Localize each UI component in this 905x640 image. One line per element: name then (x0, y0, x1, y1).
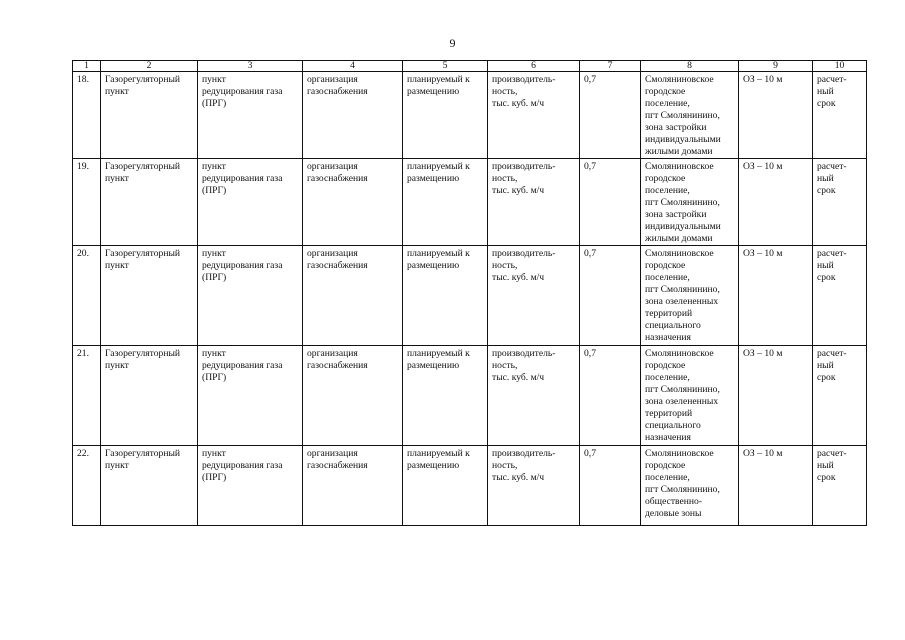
facility-status: планируемый к размещению (403, 72, 488, 159)
facility-term: расчет- ный срок (813, 446, 867, 526)
row-number: 20. (73, 246, 101, 346)
facility-name: Газорегуляторный пункт (101, 346, 198, 446)
facility-location: Смоляниновское городское поселение, пгт Смолянинино, общественно- деловые зоны (641, 446, 739, 526)
row-number: 21. (73, 346, 101, 446)
column-header: 1 (73, 61, 101, 72)
facility-zone: ОЗ – 10 м (739, 446, 813, 526)
facility-location: Смоляниновское городское поселение, пгт Смолянинино, зона озелененных территорий специального назначения (641, 246, 739, 346)
facility-organization: организация газоснабжения (303, 159, 403, 246)
facility-name: Газорегуляторный пункт (101, 246, 198, 346)
facility-name: Газорегуляторный пункт (101, 159, 198, 246)
row-number: 19. (73, 159, 101, 246)
facility-parameter: производитель- ность, тыс. куб. м/ч (488, 72, 580, 159)
facility-location: Смоляниновское городское поселение, пгт Смолянинино, зона застройки индивидуальными жилыми домами (641, 159, 739, 246)
column-header: 2 (101, 61, 198, 72)
column-header: 7 (580, 61, 641, 72)
facility-location: Смоляниновское городское поселение, пгт Смолянинино, зона застройки индивидуальными жилыми домами (641, 72, 739, 159)
facility-zone: ОЗ – 10 м (739, 159, 813, 246)
facility-term: расчет- ный срок (813, 159, 867, 246)
column-header: 4 (303, 61, 403, 72)
facility-term: расчет- ный срок (813, 346, 867, 446)
facility-organization: организация газоснабжения (303, 346, 403, 446)
facility-zone: ОЗ – 10 м (739, 346, 813, 446)
table-row (73, 159, 867, 246)
column-header: 9 (739, 61, 813, 72)
facility-value: 0,7 (580, 159, 641, 246)
facility-zone: ОЗ – 10 м (739, 72, 813, 159)
facility-parameter: производитель- ность, тыс. куб. м/ч (488, 246, 580, 346)
facility-status: планируемый к размещению (403, 346, 488, 446)
facilities-table (72, 60, 867, 526)
facility-status: планируемый к размещению (403, 159, 488, 246)
facility-parameter: производитель- ность, тыс. куб. м/ч (488, 346, 580, 446)
facility-name: Газорегуляторный пункт (101, 72, 198, 159)
column-header: 8 (641, 61, 739, 72)
facility-term: расчет- ный срок (813, 72, 867, 159)
page-number: 9 (449, 36, 456, 50)
facility-type: пункт редуцирования газа (ПРГ) (198, 159, 303, 246)
facility-parameter: производитель- ность, тыс. куб. м/ч (488, 446, 580, 526)
facility-status: планируемый к размещению (403, 446, 488, 526)
facility-organization: организация газоснабжения (303, 446, 403, 526)
facility-location: Смоляниновское городское поселение, пгт Смолянинино, зона озелененных территорий специального назначения (641, 346, 739, 446)
facility-value: 0,7 (580, 346, 641, 446)
facility-type: пункт редуцирования газа (ПРГ) (198, 446, 303, 526)
facility-parameter: производитель- ность, тыс. куб. м/ч (488, 159, 580, 246)
column-header: 3 (198, 61, 303, 72)
facility-organization: организация газоснабжения (303, 246, 403, 346)
facility-type: пункт редуцирования газа (ПРГ) (198, 72, 303, 159)
column-header: 5 (403, 61, 488, 72)
row-number: 18. (73, 72, 101, 159)
facility-value: 0,7 (580, 72, 641, 159)
table-row (73, 346, 867, 446)
facility-term: расчет- ный срок (813, 246, 867, 346)
facility-type: пункт редуцирования газа (ПРГ) (198, 246, 303, 346)
facility-status: планируемый к размещению (403, 246, 488, 346)
row-number: 22. (73, 446, 101, 526)
facility-value: 0,7 (580, 446, 641, 526)
facility-type: пункт редуцирования газа (ПРГ) (198, 346, 303, 446)
facility-value: 0,7 (580, 246, 641, 346)
facility-organization: организация газоснабжения (303, 72, 403, 159)
table-row (73, 72, 867, 159)
header-row (73, 61, 867, 72)
table-row (73, 446, 867, 526)
table-row (73, 246, 867, 346)
column-header: 6 (488, 61, 580, 72)
column-header: 10 (813, 61, 867, 72)
facility-name: Газорегуляторный пункт (101, 446, 198, 526)
facility-zone: ОЗ – 10 м (739, 246, 813, 346)
